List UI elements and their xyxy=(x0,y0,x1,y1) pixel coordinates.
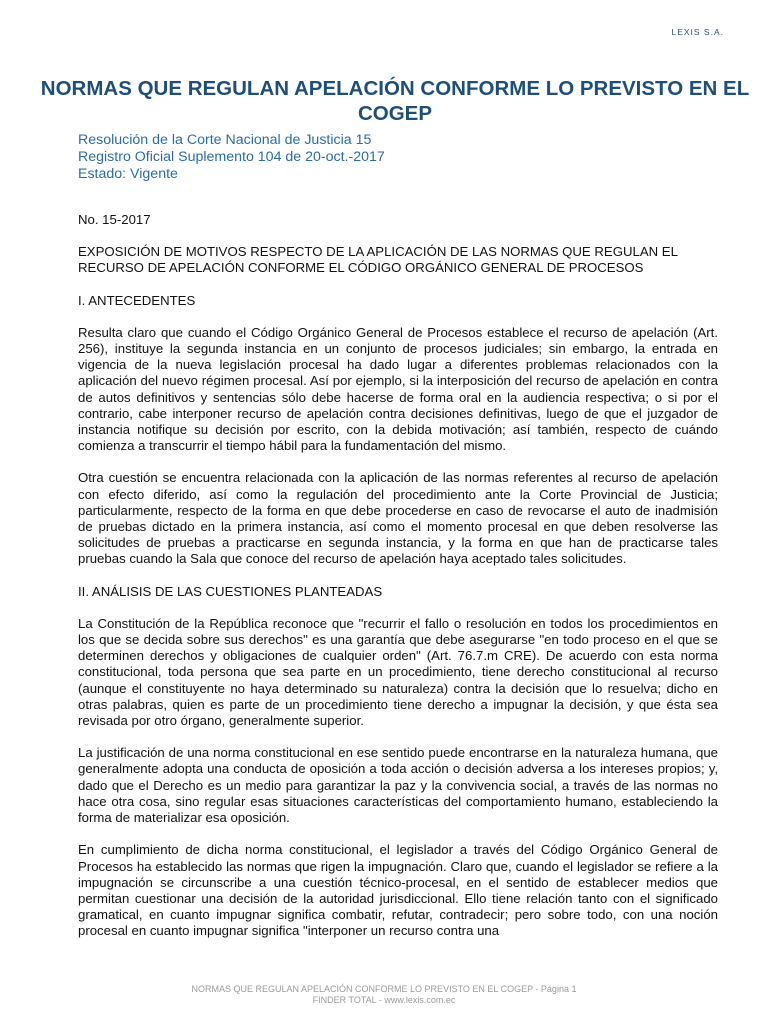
document-meta xyxy=(78,132,385,183)
section-heading-analisis: II. ANÁLISIS DE LAS CUESTIONES PLANTEADAS xyxy=(78,583,383,599)
footer-page-line: NORMAS QUE REGULAN APELACIÓN CONFORME LO PREVISTO EN EL COGEP - Página 1 xyxy=(191,984,577,994)
document-body xyxy=(78,212,718,956)
meta-registry: Registro Oficial Suplemento 104 de 20-oct.-2017 xyxy=(78,149,385,165)
paragraph: En cumplimiento de dicha norma constitucional, el legislador a través del Código Orgánico General de Procesos ha establecido las normas que rigen la impugnación. Claro que, cuando el legislador se refiere a la impugnación se circunscribe a una cuestión técnico-procesal, en el sentido de establecer medios que permitan cuestionar una decisión de la autoridad jurisdiccional. Ello tiene relación tanto con el significado gramatical, en cuanto impugnar significa combatir, refutar, contradecir; pero sobre todo, con una noción procesal en cuanto impugnar significa "interponer un recurso contra una xyxy=(78,842,718,939)
paragraph: Resulta claro que cuando el Código Orgánico General de Procesos establece el recurso de apelación (Art. 256), instituye la segunda instancia en un conjunto de procesos judiciales; sin embargo, la entrada en vigencia de la nueva legislación procesal ha dado lugar a diferentes problemas relacionados con la aplicación del nuevo régimen procesal. Así por ejemplo, si la interposición del recurso de apelación en contra de autos definitivos y sentencias sólo debe hacerse de forma oral en la audiencia respectiva; o si por el contrario, cabe interponer recurso de apelación contra decisiones definitivas, luego de que el juzgador de instancia notifique su decisión por escrito, con la debida motivación; así también, respecto de cuándo comienza a transcurrir el tiempo hábil para la fundamentación del mismo. xyxy=(78,324,718,454)
meta-resolution: Resolución de la Corte Nacional de Justicia 15 xyxy=(78,132,372,148)
document-title: NORMAS QUE REGULAN APELACIÓN CONFORME LO PREVISTO EN EL COGEP xyxy=(40,77,750,125)
publisher-label: LEXIS S.A. xyxy=(671,27,724,37)
page-footer xyxy=(0,984,768,1006)
paragraph: La Constitución de la República reconoce que "recurrir el fallo o resolución en todos los procedimientos en los que se decida sobre sus derechos" es una garantía que debe asegurarse "en todo proceso en el que se determinen derechos y obligaciones de cualquier orden" (Art. 76.7.m CRE). De acuerdo con esta norma constitucional, toda persona que sea parte en un procedimiento, tiene derecho constitucional al recurso (aunque el constituyente no haya determinado su naturaleza) contra la decisión que lo resuelva; dicho en otras palabras, quien es parte de un procedimiento tiene derecho a impugnar la decisión, y que ésta sea revisada por otro órgano, generalmente superior. xyxy=(78,615,718,729)
paragraph: Otra cuestión se encuentra relacionada con la aplicación de las normas referentes al recurso de apelación con efecto diferido, así como la regulación del procedimiento ante la Corte Provincial de Justicia; particularmente, respecto de la forma en que debe procederse en caso de revocarse el auto de inadmisión de pruebas dictado en la primera instancia, así como el momento procesal en que deben resolverse las solicitudes de pruebas a practicarse en segunda instancia, y la forma en que han de practicarse tales pruebas cuando la Sala que conoce del recurso de apelación haya aceptado tales solicitudes. xyxy=(78,470,718,567)
section-heading-antecedentes: I. ANTECEDENTES xyxy=(78,292,196,308)
footer-site-link[interactable]: FINDER TOTAL - www.lexis.com.ec xyxy=(312,995,456,1005)
paragraph: La justificación de una norma constitucional en ese sentido puede encontrarse en la naturaleza humana, que generalmente adopta una conducta de oposición a toda acción o decisión adversa a los intereses propios; y, dado que el Derecho es un medio para garantizar la paz y la convivencia social, a través de las normas no hace otra cosa, sino regular esas situaciones características del comportamiento humano, estableciendo la forma de materializar esa oposición. xyxy=(78,745,718,826)
meta-status: Estado: Vigente xyxy=(78,166,178,182)
document-number: No. 15-2017 xyxy=(78,212,151,227)
exposition-heading: EXPOSICIÓN DE MOTIVOS RESPECTO DE LA APLICACIÓN DE LAS NORMAS QUE REGULAN EL RECURSO DE APELACIÓN CONFORME EL CÓDIGO ORGÁNICO GENERAL DE PROCESOS xyxy=(78,244,678,276)
